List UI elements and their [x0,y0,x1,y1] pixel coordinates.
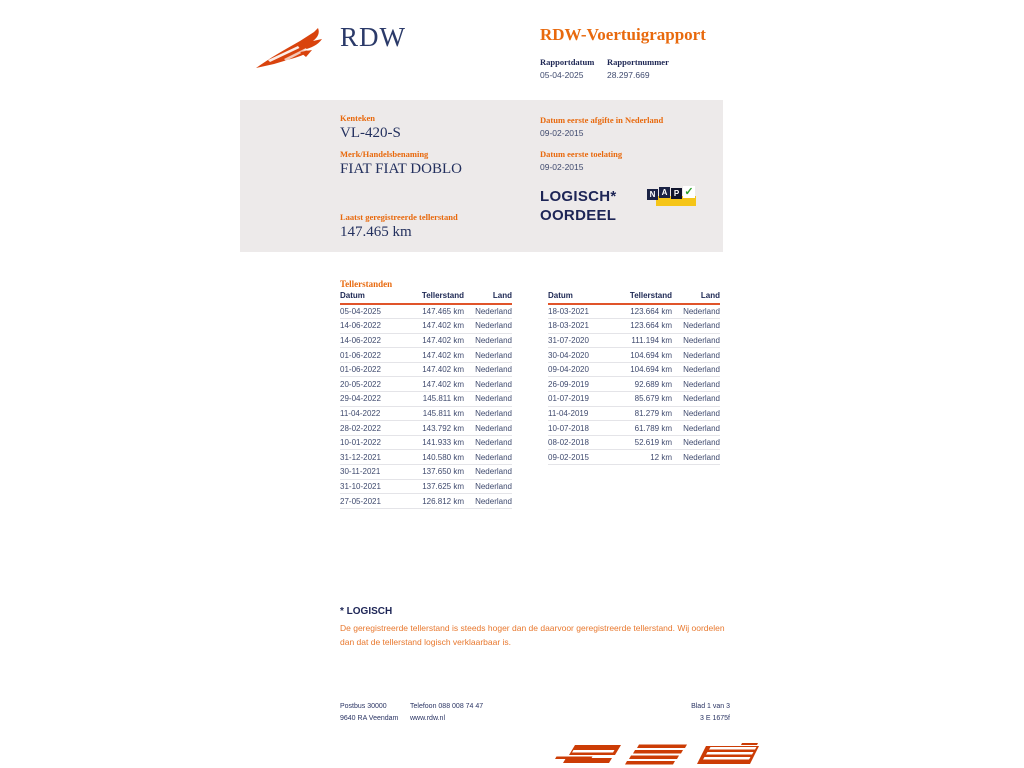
row-date: 01-06-2022 [340,362,402,377]
row-odometer: 123.664 km [610,319,672,334]
afgifte-label: Datum eerste afgifte in Nederland [540,115,664,125]
row-odometer: 61.789 km [610,421,672,436]
report-number-label: Rapportnummer [607,57,669,67]
table-row [340,421,512,436]
row-country: Nederland [464,479,512,494]
toelating-label: Datum eerste toelating [540,149,623,159]
nap-letter-p: P [671,188,682,199]
row-date: 09-04-2020 [548,362,610,377]
row-odometer: 141.933 km [402,435,464,450]
row-odometer: 111.194 km [610,333,672,348]
row-date: 10-01-2022 [340,435,402,450]
table-row [340,392,512,407]
column-header-land: Land [464,291,512,304]
report-date-label: Rapportdatum [540,57,595,67]
row-odometer: 123.664 km [610,304,672,319]
rdw-bird-logo-icon [254,26,332,72]
table-row [548,304,720,319]
table-row [548,348,720,363]
nap-letter-a: A [659,187,670,198]
row-date: 31-07-2020 [548,333,610,348]
table-row [340,377,512,392]
row-odometer: 147.402 km [402,333,464,348]
row-odometer: 145.811 km [402,406,464,421]
row-date: 30-11-2021 [340,465,402,480]
row-country: Nederland [464,377,512,392]
toelating-value: 09-02-2015 [540,162,584,172]
row-date: 18-03-2021 [548,319,610,334]
table-row [340,465,512,480]
row-country: Nederland [672,421,720,436]
row-country: Nederland [672,333,720,348]
row-country: Nederland [464,362,512,377]
row-country: Nederland [464,465,512,480]
column-header-datum: Datum [340,291,402,304]
nap-logo [647,186,697,209]
kenteken-value: VL-420-S [340,125,401,141]
kenteken-label: Kenteken [340,113,375,123]
row-date: 31-12-2021 [340,450,402,465]
table-row [548,362,720,377]
merk-label: Merk/Handelsbenaming [340,149,429,159]
row-date: 20-05-2022 [340,377,402,392]
oordeel-verdict [540,188,617,225]
table-row [548,319,720,334]
row-country: Nederland [672,450,720,465]
row-date: 31-10-2021 [340,479,402,494]
row-odometer: 147.402 km [402,348,464,363]
row-date: 30-04-2020 [548,348,610,363]
row-country: Nederland [672,319,720,334]
row-country: Nederland [672,392,720,407]
table-row [340,450,512,465]
row-odometer: 12 km [610,450,672,465]
nap-letter-n: N [647,189,658,200]
table-row [548,377,720,392]
logisch-explanation-body: De geregistreerde tellerstand is steeds hoger dan de daarvoor geregistreerde tellerstand. Wij oordelen dan dat de tellerstand logisch verklaarbaar is. [340,623,725,647]
row-country: Nederland [464,494,512,509]
table-header-row [548,291,720,304]
row-odometer: 104.694 km [610,362,672,377]
row-odometer: 81.279 km [610,406,672,421]
row-odometer: 145.811 km [402,392,464,407]
row-country: Nederland [672,362,720,377]
row-country: Nederland [464,348,512,363]
row-date: 11-04-2019 [548,406,610,421]
table-row [340,304,512,319]
table-row [340,319,512,334]
footer-pagination [540,701,730,725]
column-header-datum: Datum [548,291,610,304]
table-row [340,348,512,363]
decorative-stripes-graphic [545,740,760,768]
table-row [340,406,512,421]
footer-page-number: Blad 1 van 3 [691,703,730,710]
tellerstanden-section-title: Tellerstanden [340,279,393,289]
tellerstand-value: 147.465 km [340,224,412,240]
table-row [548,435,720,450]
footer-phone: Telefoon 088 008 74 47 [410,703,484,710]
row-date: 01-07-2019 [548,392,610,407]
row-date: 14-06-2022 [340,333,402,348]
table-row [548,392,720,407]
row-country: Nederland [464,319,512,334]
row-odometer: 92.689 km [610,377,672,392]
row-odometer: 104.694 km [610,348,672,363]
table-row [340,494,512,509]
row-odometer: 147.402 km [402,362,464,377]
row-odometer: 85.679 km [610,392,672,407]
table-row [340,362,512,377]
row-date: 09-02-2015 [548,450,610,465]
report-date-block [540,57,594,80]
row-date: 01-06-2022 [340,348,402,363]
footer-postbus: Postbus 30000 [340,703,387,710]
row-country: Nederland [464,450,512,465]
report-number-value: 28.297.669 [607,70,650,80]
rdw-wordmark: RDW [340,22,406,52]
table-header-row [340,291,512,304]
row-date: 05-04-2025 [340,304,402,319]
row-country: Nederland [464,421,512,436]
footer-form-code: 3 E 1675f [700,715,730,722]
afgifte-value: 09-02-2015 [540,128,584,138]
row-date: 10-07-2018 [548,421,610,436]
row-odometer: 137.650 km [402,465,464,480]
row-date: 08-02-2018 [548,435,610,450]
footer-website: www.rdw.nl [410,715,446,722]
row-country: Nederland [672,377,720,392]
row-odometer: 126.812 km [402,494,464,509]
report-title: RDW-Voertuigrapport [540,25,706,44]
row-country: Nederland [672,304,720,319]
table-row [548,333,720,348]
row-odometer: 143.792 km [402,421,464,436]
row-odometer: 147.402 km [402,377,464,392]
row-date: 29-04-2022 [340,392,402,407]
row-date: 26-09-2019 [548,377,610,392]
report-number-block [607,57,669,80]
table-row [340,479,512,494]
oordeel-line2: OORDEEL [540,206,617,224]
oordeel-line1: LOGISCH* [540,188,617,205]
footer-city: 9640 RA Veendam [340,715,399,722]
row-odometer: 137.625 km [402,479,464,494]
row-date: 28-02-2022 [340,421,402,436]
row-country: Nederland [464,392,512,407]
table-row [548,450,720,465]
row-date: 14-06-2022 [340,319,402,334]
row-country: Nederland [464,304,512,319]
vehicle-summary-panel [240,100,723,252]
row-date: 18-03-2021 [548,304,610,319]
row-country: Nederland [672,435,720,450]
column-header-land: Land [672,291,720,304]
logisch-explanation-title: * LOGISCH [340,606,393,617]
row-odometer: 147.465 km [402,304,464,319]
odometer-table-left [340,291,512,509]
column-header-tellerstand: Tellerstand [402,291,464,304]
row-country: Nederland [464,435,512,450]
row-country: Nederland [464,406,512,421]
footer-address [340,701,398,725]
row-odometer: 140.580 km [402,450,464,465]
column-header-tellerstand: Tellerstand [610,291,672,304]
row-country: Nederland [464,333,512,348]
row-date: 27-05-2021 [340,494,402,509]
row-odometer: 52.619 km [610,435,672,450]
row-date: 11-04-2022 [340,406,402,421]
row-country: Nederland [672,406,720,421]
nap-checkmark-icon: ✓ [684,186,694,198]
odometer-table-right [548,291,720,465]
table-row [548,406,720,421]
row-odometer: 147.402 km [402,319,464,334]
table-row [340,333,512,348]
footer-contact [410,701,483,725]
table-row [548,421,720,436]
report-date-value: 05-04-2025 [540,70,584,80]
table-row [340,435,512,450]
tellerstand-label: Laatst geregistreerde tellerstand [340,212,458,222]
merk-value: FIAT FIAT DOBLO [340,161,462,177]
row-country: Nederland [672,348,720,363]
